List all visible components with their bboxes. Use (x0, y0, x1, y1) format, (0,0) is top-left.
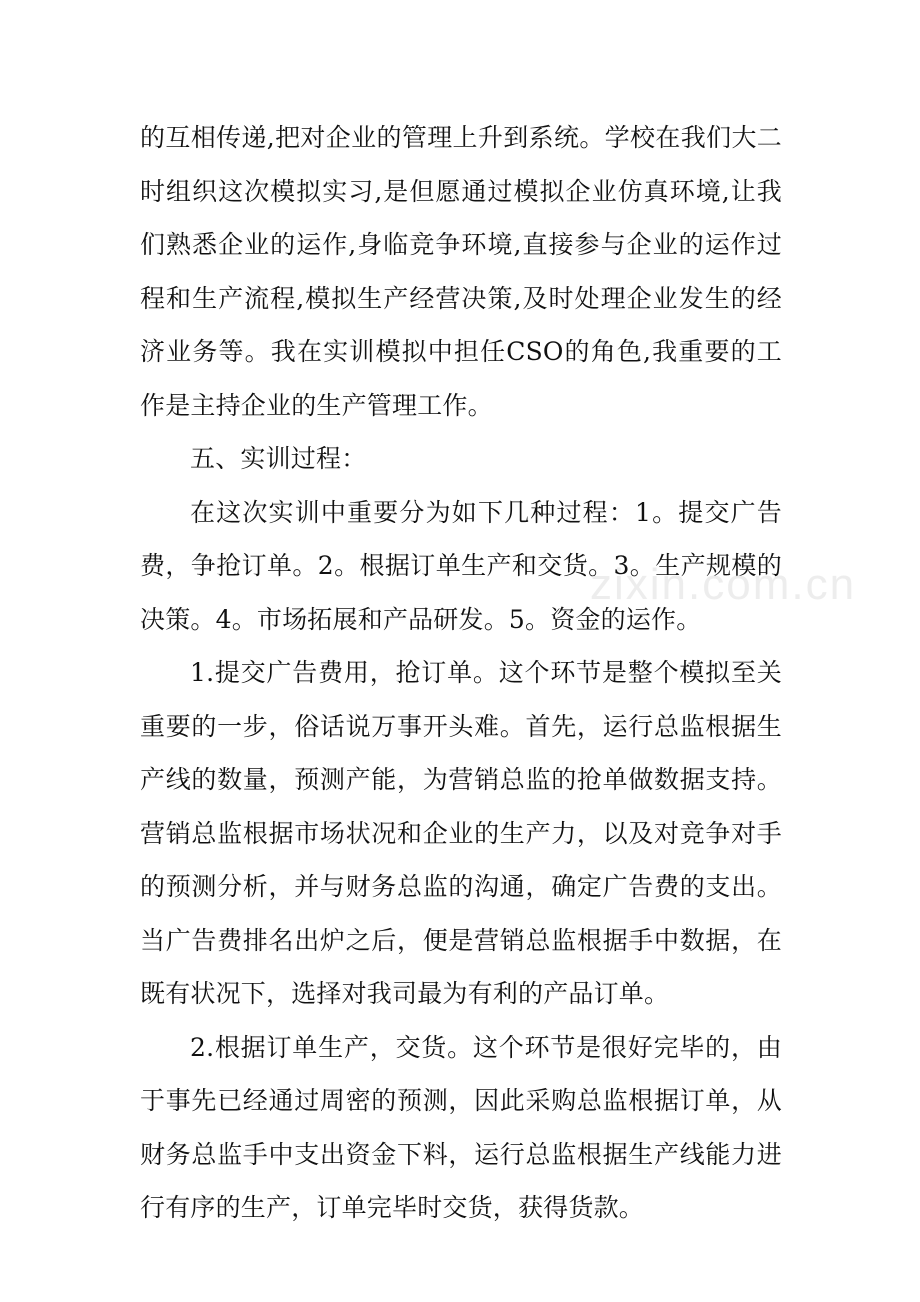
paragraph-intro-continued: 的互相传递,把对企业的管理上升到系统。学校在我们大二时组织这次模拟实习,是但愿通过模拟企业仿真环境,让我们熟悉企业的运作,身临竞争环境,直接参与企业的运作过程和生产流程,模拟生产经营决策,及时处理企业发生的经济业务等。我在实训模拟中担任CSO的角色,我重要的工作是主持企业的生产管理工作。 (140, 123, 782, 420)
paragraph-step-1-advertising: 1.提交广告费用，抢订单。这个环节是整个模拟至关重要的一步，俗话说万事开头难。首先，运行总监根据生产线的数量，预测产能，为营销总监的抢单做数据支持。营销总监根据市场状况和企业的生产力，以及对竞争对手的预测分析，并与财务总监的沟通，确定广告费的支出。当广告费排名出炉之后，便是营销总监根据手中数据，在既有状况下，选择对我司最为有利的产品订单。 (140, 658, 782, 1008)
watermark-text: zixin.com.cn (590, 560, 857, 609)
document-body (140, 111, 782, 1235)
paragraph-process-overview: 在这次实训中重要分为如下几种过程：1。提交广告费，争抢订单。2。根据订单生产和交货。3。生产规模的决策。4。市场拓展和产品研发。5。资金的运作。 (140, 497, 782, 634)
paragraph-step-2-production: 2.根据订单生产，交货。这个环节是很好完毕的，由于事先已经通过周密的预测，因此采购总监根据订单，从财务总监手中支出资金下料，运行总监根据生产线能力进行有序的生产，订单完毕时交货，获得货款。 (140, 1032, 782, 1222)
section-heading-training-process: 五、实训过程： (190, 444, 367, 473)
